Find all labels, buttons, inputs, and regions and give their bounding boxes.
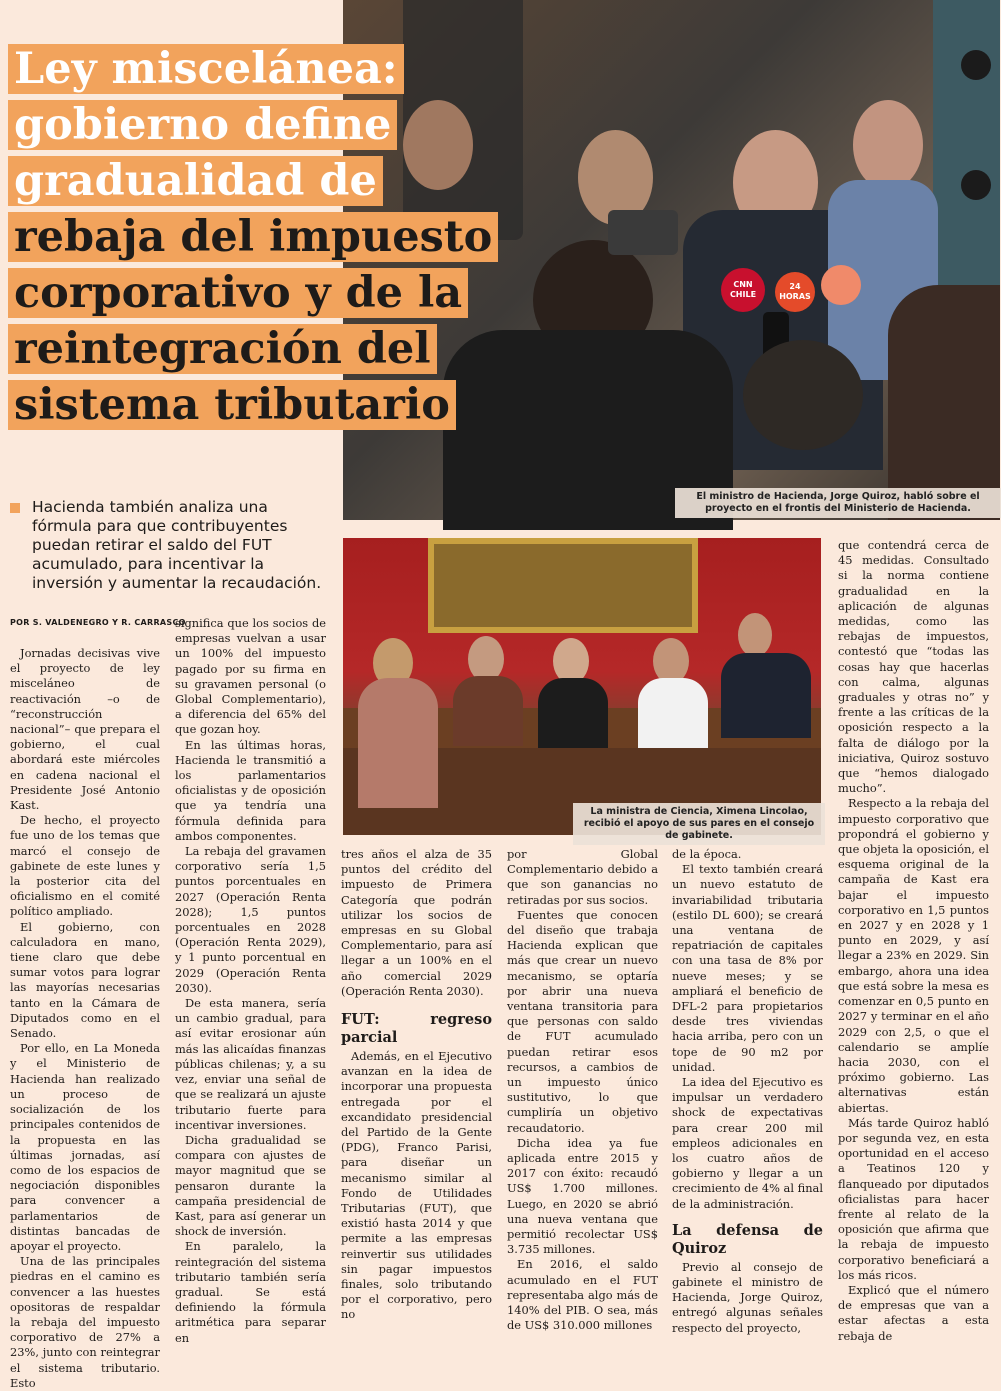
col6-paragraph: que contendrá cerca de 45 medidas. Consultado si la norma contiene gradualidad en la aplicación de algunas medidas, como las rebajas de impuestos, contestó que “todas las cosas hay que hacerlas con calma, algunas graduales y otras no” y frente a las críticas de la oposición respecto a la falta de diálogo por la iniciativa, Quiroz sostuvo que “hemos dialogado mucho”.	[838, 538, 989, 796]
headline-line-1: Ley miscelánea:	[8, 44, 404, 94]
headline-line-6: reintegración del	[8, 324, 437, 374]
col5-paragraph: La idea del Ejecutivo es impulsar un verdadero shock de expectativas para crear 200 mil empleos adicionales en los cuatro años de gobierno y llegar a un crecimiento de 4% al final de la administración.	[672, 1075, 823, 1211]
col4-paragraph: En 2016, el saldo acumulado en el FUT representaba algo más de 140% del PIB. O sea, más de US$ 310.000 millones	[507, 1257, 658, 1333]
subheading-fut: FUT: regreso parcial	[341, 1011, 492, 1047]
caption-top: El ministro de Hacienda, Jorge Quiroz, habló sobre el proyecto en el frontis del Ministerio de Hacienda.	[675, 488, 1001, 518]
col6-paragraph: Respecto a la rebaja del impuesto corporativo que propondrá el gobierno y que objeta la oposición, el esquema original de la campaña de Kast era bajar el impuesto corporativo en 1,5 puntos en 2027 y en 2028 y 1 punto en 2029, y así llegar a 23% en 2029. Sin embargo, ahora una idea que está sobre la mesa es comenzar en 0,5 punto en 2027 y terminar en el año 2029 con 2,5, o que el calendario se amplíe hacia 2030, con el próximo gobierno. Las alternativas están abiertas.	[838, 796, 989, 1115]
column-1	[10, 646, 160, 1391]
col1-paragraph: Por ello, en La Moneda y el Ministerio de Hacienda han realizado un proceso de socialización de los principales contenidos de la propuesta en las últimas jornadas, así como de los espacios de negociación disponibles para convencer a parlamentarios de distintas bancadas de apoyar el proyecto.	[10, 1041, 160, 1253]
col5-paragraph: de la época.	[672, 847, 742, 861]
column-2	[175, 616, 326, 1346]
byline: POR S. VALDENEGRO Y R. CARRASCO	[10, 618, 186, 627]
col2-paragraph: En paralelo, la reintegración del sistema tributario también sería gradual. Se está definiendo la fórmula aritmética para separar en	[175, 1239, 326, 1345]
bullet-square-icon	[10, 503, 20, 513]
column-3	[341, 847, 492, 1323]
cabinet-photo	[343, 538, 821, 841]
col4-paragraph: Fuentes que conocen del diseño que trabaja Hacienda explican que más que crear un nuevo mecanismo, se optaría por abrir una nueva ventana transitoria para que personas con saldo de FUT acumulado puedan retirar esos recursos, a cambios de un impuesto único sustitutivo, lo que cumpliría un objetivo recaudatorio.	[507, 907, 658, 1135]
col3-paragraph: Además, en el Ejecutivo avanzan en la idea de incorporar una propuesta entregada por el excandidato presidencial del Partido de la Gente (PDG), Franco Parisi, para diseñar un mecanismo similar al Fondo de Utilidades Tributarias (FUT), que existió hasta 2014 y que permite a las empresas reinvertir sus utilidades sin pagar impuestos finales, solo tributando por el corporativo, pero no	[341, 1049, 492, 1322]
col3-paragraph: tres años el alza de 35 puntos del crédito del impuesto de Primera Categoría que podrán utilizar los socios de empresas en su Global Complementario, para así llegar a un 100% en el año comercial 2029 (Operación Renta 2030).	[341, 847, 492, 998]
col2-paragraph: En las últimas horas, Hacienda le transmitió a los parlamentarios oficialistas y de oposición que ya tendría una fórmula definida para ambos componentes.	[175, 737, 326, 843]
col2-paragraph: La rebaja del gravamen corporativo sería 1,5 puntos porcentuales en 2027 (Operación Renta 2028); 1,5 puntos porcentuales en 2028 (Operación Renta 2029), y 1 punto porcentual en 2029 (Operación Renta 2030).	[175, 844, 326, 995]
headline-line-5: corporativo y de la	[8, 268, 468, 318]
col4-paragraph: Dicha idea ya fue aplicada entre 2015 y 2017 con éxito: recaudó US$ 1.700 millones. Luego, en 2020 se abrió una nueva ventana que permitió recolectar US$ 3.735 millones.	[507, 1135, 658, 1257]
col2-paragraph: significa que los socios de empresas vuelvan a usar un 100% del impuesto pagado por su firma en su gravamen personal (o Global Complementario), a diferencia del 65% del que gozan hoy.	[175, 616, 326, 737]
col1-paragraph: Una de las principales piedras en el camino es convencer a las huestes opositoras de respaldar la rebaja del impuesto corporativo de 27% a 23%, junto con reintegrar el sistema tributario. Esto	[10, 1254, 160, 1390]
column-6	[838, 538, 989, 1344]
lead-paragraph: Hacienda también analiza una fórmula para que contribuyentes puedan retirar el saldo del FUT acumulado, para incentivar la inversión y aumentar la recaudación.	[10, 498, 330, 593]
col2-paragraph: Dicha gradualidad se compara con ajustes de mayor magnitud que se pensaron durante la campaña presidencial de Kast, para así generar un shock de inversión.	[175, 1132, 326, 1239]
mic-24horas: 24 HORAS	[775, 272, 815, 312]
col1-paragraph: El gobierno, con calculadora en mano, tiene claro que debe sumar votos para lograr las mayorías necesarias tanto en la Cámara de Diputados como en el Senado.	[10, 919, 160, 1041]
column-4	[507, 847, 658, 1334]
col1-paragraph: Jornadas decisivas vive el proyecto de ley misceláneo de reactivación –o de “reconstrucción nacional”– que prepara el gobierno, el cual abordará este miércoles en cadena nacional el Presidente José Antonio Kast.	[10, 646, 160, 813]
headline	[8, 44, 493, 436]
col4-paragraph: por Global Complementario debido a que son ganancias no retiradas por sus socios.	[507, 847, 658, 907]
mic-cnn: CNN CHILE	[721, 268, 765, 312]
col6-paragraph: Explicó que el número de empresas que van a estar afectas a esta rebaja de	[838, 1282, 989, 1343]
col6-paragraph: Más tarde Quiroz habló por segunda vez, en esta oportunidad en el acceso a Teatinos 120 y flanqueado por diputados oficialistas para hacer frente al relato de la oposición que afirma que la rebaja de impuesto corporativo beneficiará a los más ricos.	[838, 1115, 989, 1282]
col5-paragraph: El texto también creará un nuevo estatuto de invariabilidad tributaria (estilo DL 600); se creará una ventana de repatriación de capitales con una tasa de 8% por nueve meses; y se ampliará el beneficio de DFL-2 para propietarios desde tres viviendas hacia arriba, pero con un tope de 90 m2 por unidad.	[672, 862, 823, 1074]
col5-paragraph: Previo al consejo de gabinete el ministro de Hacienda, Jorge Quiroz, entregó algunas señales respecto del proyecto,	[672, 1259, 823, 1335]
col2-paragraph: De esta manera, sería un cambio gradual, para así evitar erosionar aún más las alicaídas finanzas públicas chilenas; y, a su vez, enviar una señal de que se realizará un ajuste tributario fuerte para incentivar inversiones.	[175, 996, 326, 1132]
subheading-quiroz: La defensa de Quiroz	[672, 1221, 823, 1257]
headline-line-2: gobierno define	[8, 100, 397, 150]
headline-line-4: rebaja del impuesto	[8, 212, 498, 262]
headline-line-7: sistema tributario	[8, 380, 456, 430]
headline-line-3: gradualidad de	[8, 156, 383, 206]
caption-mid: La ministra de Ciencia, Ximena Lincolao, recibió el apoyo de sus pares en el consejo de gabinete.	[573, 803, 825, 845]
column-5	[672, 847, 823, 1336]
col1-paragraph: De hecho, el proyecto fue uno de los temas que marcó el consejo de gabinete de este lunes y la posterior cita del oficialismo en el comité político ampliado.	[10, 813, 160, 919]
